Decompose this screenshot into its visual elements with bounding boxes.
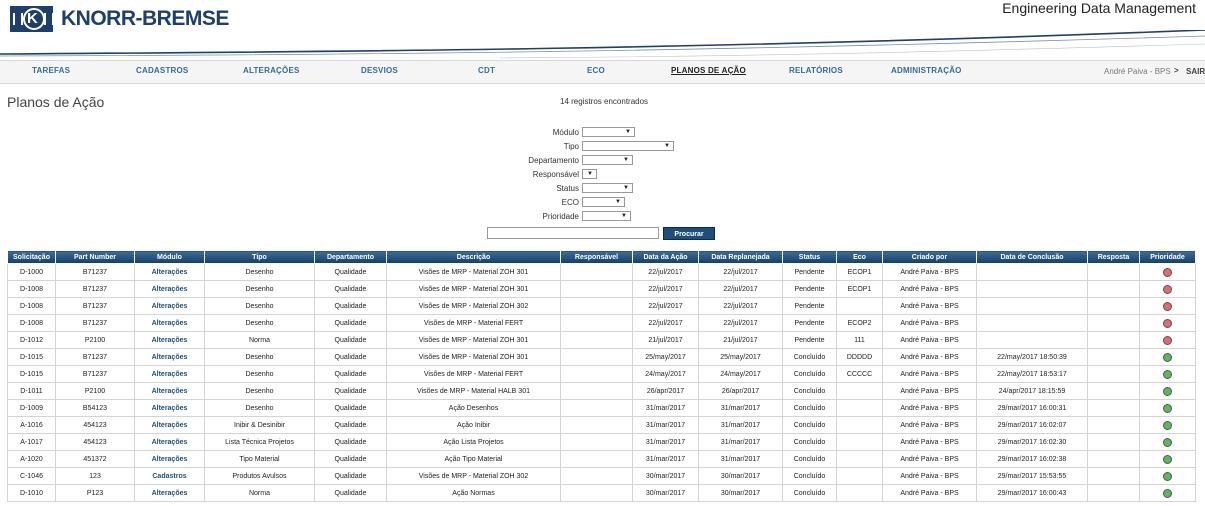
table-cell: Ação Tipo Material xyxy=(387,451,561,468)
logout-link[interactable]: SAIR xyxy=(1186,67,1205,76)
table-cell: Visões de MRP - Material FERT xyxy=(387,366,561,383)
table-cell: 30/mar/2017 xyxy=(633,485,699,502)
priority-green-icon xyxy=(1163,353,1172,362)
current-user: André Paiva - BPS xyxy=(1104,67,1171,76)
table-cell xyxy=(561,417,633,434)
priority-cell xyxy=(1140,434,1196,451)
column-header[interactable]: Módulo xyxy=(135,251,205,264)
table-header-row xyxy=(8,251,1196,264)
priority-green-icon xyxy=(1163,404,1172,413)
table-cell: Visões de MRP - Material ZOH 302 xyxy=(387,298,561,315)
table-cell: Concluído xyxy=(783,400,837,417)
module-link[interactable]: Alterações xyxy=(135,451,205,468)
table-cell: André Paiva - BPS xyxy=(883,281,977,298)
filter-label-departamento: Departamento xyxy=(528,156,579,165)
search-input[interactable] xyxy=(487,227,659,239)
nav-desvios[interactable]: DESVIOS xyxy=(361,66,398,75)
table-cell: 29/mar/2017 16:00:43 xyxy=(977,485,1088,502)
table-cell: Norma xyxy=(205,332,315,349)
priority-green-icon xyxy=(1163,387,1172,396)
table-cell: 454123 xyxy=(56,434,135,451)
table-cell: 29/mar/2017 16:02:38 xyxy=(977,451,1088,468)
table-cell: Concluído xyxy=(783,417,837,434)
table-cell: Desenho xyxy=(205,315,315,332)
table-cell: Desenho xyxy=(205,366,315,383)
table-cell xyxy=(977,264,1088,281)
filter-status-select[interactable] xyxy=(582,183,633,193)
table-cell: Produtos Avulsos xyxy=(205,468,315,485)
table-cell: 22/jul/2017 xyxy=(633,281,699,298)
filter-label-modulo: Módulo xyxy=(552,128,579,137)
priority-cell xyxy=(1140,366,1196,383)
table-cell: Qualidade xyxy=(315,451,387,468)
table-cell: Ação Inibir xyxy=(387,417,561,434)
column-header[interactable]: Solicitação xyxy=(8,251,56,264)
table-cell xyxy=(837,298,883,315)
priority-green-icon xyxy=(1163,438,1172,447)
table-cell xyxy=(977,298,1088,315)
filter-tipo-select[interactable] xyxy=(582,141,674,151)
table-cell: 31/mar/2017 xyxy=(633,451,699,468)
table-cell: 31/mar/2017 xyxy=(633,417,699,434)
nav-cdt[interactable]: CDT xyxy=(478,66,496,75)
table-cell: 22/may/2017 18:50:39 xyxy=(977,349,1088,366)
priority-cell xyxy=(1140,281,1196,298)
table-cell: André Paiva - BPS xyxy=(883,468,977,485)
dropdown-arrow-icon: ▼ xyxy=(621,213,627,219)
table-cell xyxy=(561,400,633,417)
table-cell: André Paiva - BPS xyxy=(883,315,977,332)
table-cell: Visões de MRP - Material FERT xyxy=(387,315,561,332)
table-cell: André Paiva - BPS xyxy=(883,485,977,502)
table-cell: 25/may/2017 xyxy=(633,349,699,366)
table-cell: André Paiva - BPS xyxy=(883,383,977,400)
table-cell xyxy=(561,434,633,451)
table-cell: Qualidade xyxy=(315,315,387,332)
table-cell xyxy=(837,434,883,451)
table-row[interactable] xyxy=(8,468,1196,485)
table-cell: Visões de MRP - Material ZOH 302 xyxy=(387,468,561,485)
table-cell xyxy=(1088,400,1140,417)
table-cell: Qualidade xyxy=(315,298,387,315)
nav-administracao[interactable]: ADMINISTRAÇÃO xyxy=(891,66,962,75)
app-title: Engineering Data Management xyxy=(1002,0,1196,16)
table-cell: Concluído xyxy=(783,434,837,451)
table-cell: Pendente xyxy=(783,298,837,315)
module-link[interactable]: Alterações xyxy=(135,366,205,383)
table-cell: Concluído xyxy=(783,468,837,485)
module-link[interactable]: Alterações xyxy=(135,434,205,451)
table-cell: 22/jul/2017 xyxy=(633,298,699,315)
table-cell xyxy=(1088,485,1140,502)
table-cell: 29/mar/2017 16:02:07 xyxy=(977,417,1088,434)
table-cell: Concluído xyxy=(783,349,837,366)
module-link[interactable]: Alterações xyxy=(135,315,205,332)
table-cell: D-1011 xyxy=(8,383,56,400)
table-cell xyxy=(837,400,883,417)
table-cell: B71237 xyxy=(56,264,135,281)
table-cell: Ação Lista Projetos xyxy=(387,434,561,451)
dropdown-arrow-icon: ▼ xyxy=(664,143,670,149)
table-cell: Qualidade xyxy=(315,434,387,451)
table-cell xyxy=(1088,417,1140,434)
table-cell: Inibir & Desinibir xyxy=(205,417,315,434)
table-cell: Ação Normas xyxy=(387,485,561,502)
table-cell: 454123 xyxy=(56,417,135,434)
table-cell: 22/jul/2017 xyxy=(699,315,783,332)
table-cell: André Paiva - BPS xyxy=(883,366,977,383)
table-cell: B71237 xyxy=(56,349,135,366)
table-cell: Desenho xyxy=(205,400,315,417)
table-cell: Visões de MRP - Material ZOH 301 xyxy=(387,264,561,281)
table-cell: 31/mar/2017 xyxy=(633,434,699,451)
table-cell xyxy=(837,468,883,485)
filter-responsavel-select[interactable] xyxy=(582,169,597,179)
table-cell xyxy=(1088,298,1140,315)
module-link[interactable]: Alterações xyxy=(135,332,205,349)
table-cell: Visões de MRP - Material HALB 301 xyxy=(387,383,561,400)
nav-alteracoes[interactable]: ALTERAÇÕES xyxy=(243,66,300,75)
priority-cell xyxy=(1140,468,1196,485)
table-cell: 22/jul/2017 xyxy=(633,264,699,281)
table-row[interactable] xyxy=(8,332,1196,349)
table-cell: Visões de MRP - Material ZOH 301 xyxy=(387,332,561,349)
priority-cell xyxy=(1140,349,1196,366)
table-cell: B71237 xyxy=(56,315,135,332)
column-header[interactable]: Responsável xyxy=(561,251,633,264)
table-cell: André Paiva - BPS xyxy=(883,349,977,366)
table-cell xyxy=(837,451,883,468)
table-cell: 31/mar/2017 xyxy=(699,434,783,451)
table-cell xyxy=(561,451,633,468)
column-header[interactable]: Data da Ação xyxy=(633,251,699,264)
table-cell: ECOP1 xyxy=(837,281,883,298)
priority-green-icon xyxy=(1163,472,1172,481)
table-cell: André Paiva - BPS xyxy=(883,417,977,434)
table-cell xyxy=(1088,332,1140,349)
dropdown-arrow-icon: ▼ xyxy=(623,185,629,191)
nav-eco[interactable]: ECO xyxy=(587,66,605,75)
table-cell: A-1020 xyxy=(8,451,56,468)
header-swoosh-decoration xyxy=(0,30,1205,60)
nav-cadastros[interactable]: CADASTROS xyxy=(136,66,189,75)
table-cell: Concluído xyxy=(783,451,837,468)
table-cell: André Paiva - BPS xyxy=(883,400,977,417)
table-cell: Qualidade xyxy=(315,485,387,502)
table-cell: D-1008 xyxy=(8,298,56,315)
table-cell: 29/mar/2017 16:02:30 xyxy=(977,434,1088,451)
table-cell: P123 xyxy=(56,485,135,502)
table-row[interactable] xyxy=(8,281,1196,298)
table-cell: B54123 xyxy=(56,400,135,417)
module-link[interactable]: Alterações xyxy=(135,417,205,434)
column-header[interactable]: Status xyxy=(783,251,837,264)
priority-cell xyxy=(1140,264,1196,281)
filter-label-tipo: Tipo xyxy=(563,142,579,151)
table-cell: DDDDD xyxy=(837,349,883,366)
table-cell: Concluído xyxy=(783,366,837,383)
table-cell: 24/may/2017 xyxy=(633,366,699,383)
table-cell: 31/mar/2017 xyxy=(699,451,783,468)
table-cell: Visões de MRP - Material ZOH 301 xyxy=(387,349,561,366)
table-cell: D-1010 xyxy=(8,485,56,502)
priority-cell xyxy=(1140,298,1196,315)
table-cell xyxy=(977,281,1088,298)
table-cell: Qualidade xyxy=(315,349,387,366)
table-cell: 31/mar/2017 xyxy=(699,400,783,417)
page-title: Planos de Ação xyxy=(7,94,105,110)
priority-green-icon xyxy=(1163,455,1172,464)
table-cell xyxy=(561,366,633,383)
priority-cell xyxy=(1140,417,1196,434)
table-cell: 22/may/2017 18:53:17 xyxy=(977,366,1088,383)
table-cell: Pendente xyxy=(783,264,837,281)
table-cell xyxy=(1088,366,1140,383)
table-cell: Concluído xyxy=(783,383,837,400)
brand-name: KNORR-BREMSE xyxy=(61,7,229,30)
table-row[interactable] xyxy=(8,366,1196,383)
table-cell: D-1012 xyxy=(8,332,56,349)
table-cell xyxy=(1088,264,1140,281)
table-cell xyxy=(1088,451,1140,468)
table-cell xyxy=(561,332,633,349)
module-link[interactable]: Cadastros xyxy=(135,468,205,485)
table-cell: ECOP1 xyxy=(837,264,883,281)
table-cell xyxy=(1088,383,1140,400)
module-link[interactable]: Alterações xyxy=(135,349,205,366)
priority-cell xyxy=(1140,485,1196,502)
dropdown-arrow-icon: ▼ xyxy=(587,171,593,177)
table-cell xyxy=(1088,468,1140,485)
filter-label-prioridade: Prioridade xyxy=(542,212,579,221)
table-cell: Qualidade xyxy=(315,281,387,298)
table-cell: Desenho xyxy=(205,383,315,400)
nav-tarefas[interactable]: TAREFAS xyxy=(32,66,71,75)
table-cell: Tipo Material xyxy=(205,451,315,468)
table-cell: D-1000 xyxy=(8,264,56,281)
table-cell: 30/mar/2017 xyxy=(699,468,783,485)
table-cell xyxy=(977,332,1088,349)
nav-relatorios[interactable]: RELATÓRIOS xyxy=(789,66,843,75)
table-cell xyxy=(1088,315,1140,332)
table-cell: D-1015 xyxy=(8,349,56,366)
column-header[interactable]: Departamento xyxy=(315,251,387,264)
table-cell xyxy=(561,485,633,502)
priority-cell xyxy=(1140,315,1196,332)
table-cell: Pendente xyxy=(783,281,837,298)
table-cell xyxy=(561,264,633,281)
table-row[interactable] xyxy=(8,298,1196,315)
dropdown-arrow-icon: ▼ xyxy=(625,129,631,135)
table-cell: Qualidade xyxy=(315,383,387,400)
table-cell: D-1009 xyxy=(8,400,56,417)
priority-red-icon xyxy=(1163,319,1172,328)
table-cell: D-1008 xyxy=(8,281,56,298)
table-cell: André Paiva - BPS xyxy=(883,298,977,315)
table-cell: 451372 xyxy=(56,451,135,468)
table-cell xyxy=(561,298,633,315)
priority-green-icon xyxy=(1163,489,1172,498)
priority-red-icon xyxy=(1163,302,1172,311)
table-cell: 31/mar/2017 xyxy=(699,417,783,434)
table-cell xyxy=(1088,281,1140,298)
table-cell: Pendente xyxy=(783,315,837,332)
priority-green-icon xyxy=(1163,421,1172,430)
table-cell: 29/mar/2017 16:00:31 xyxy=(977,400,1088,417)
table-cell: Concluído xyxy=(783,485,837,502)
table-cell xyxy=(837,485,883,502)
table-cell xyxy=(561,281,633,298)
table-cell: André Paiva - BPS xyxy=(883,264,977,281)
table-cell: 123 xyxy=(56,468,135,485)
table-cell: Desenho xyxy=(205,281,315,298)
column-header[interactable]: Tipo xyxy=(205,251,315,264)
filter-prioridade-select[interactable] xyxy=(582,211,631,221)
table-row[interactable] xyxy=(8,349,1196,366)
table-cell: Qualidade xyxy=(315,332,387,349)
filter-eco-select[interactable] xyxy=(582,197,625,207)
module-link[interactable]: Alterações xyxy=(135,485,205,502)
table-cell: D-1015 xyxy=(8,366,56,383)
module-link[interactable]: Alterações xyxy=(135,264,205,281)
table-cell: P2100 xyxy=(56,383,135,400)
filter-label-eco: ECO xyxy=(561,198,579,207)
table-cell: Qualidade xyxy=(315,468,387,485)
table-cell: A-1016 xyxy=(8,417,56,434)
table-cell: P2100 xyxy=(56,332,135,349)
knorr-bremse-logo-icon: K xyxy=(10,6,53,32)
module-link[interactable]: Alterações xyxy=(135,400,205,417)
priority-green-icon xyxy=(1163,370,1172,379)
table-cell: Desenho xyxy=(205,264,315,281)
table-cell xyxy=(561,315,633,332)
dropdown-arrow-icon: ▼ xyxy=(623,157,629,163)
table-cell: Qualidade xyxy=(315,400,387,417)
column-header[interactable]: Criado por xyxy=(883,251,977,264)
table-cell xyxy=(837,417,883,434)
priority-cell xyxy=(1140,400,1196,417)
module-link[interactable]: Alterações xyxy=(135,281,205,298)
table-cell: CCCCC xyxy=(837,366,883,383)
table-cell: Pendente xyxy=(783,332,837,349)
table-cell: Norma xyxy=(205,485,315,502)
table-cell: C-1046 xyxy=(8,468,56,485)
table-cell: A-1017 xyxy=(8,434,56,451)
record-count: 14 registros encontrados xyxy=(560,97,649,106)
table-cell: 30/mar/2017 xyxy=(699,485,783,502)
brand-logo[interactable] xyxy=(10,6,229,32)
column-header[interactable]: Eco xyxy=(837,251,883,264)
table-row[interactable] xyxy=(8,264,1196,281)
table-cell: André Paiva - BPS xyxy=(883,332,977,349)
table-cell: 30/mar/2017 xyxy=(633,468,699,485)
table-cell: 31/mar/2017 xyxy=(633,400,699,417)
table-cell: 22/jul/2017 xyxy=(699,264,783,281)
table-row[interactable] xyxy=(8,485,1196,502)
table-cell: B71237 xyxy=(56,366,135,383)
table-cell xyxy=(561,349,633,366)
column-header[interactable]: Data de Conclusão xyxy=(977,251,1088,264)
table-row[interactable] xyxy=(8,417,1196,434)
table-cell xyxy=(561,383,633,400)
table-cell: Desenho xyxy=(205,349,315,366)
table-row[interactable] xyxy=(8,400,1196,417)
table-cell: 111 xyxy=(837,332,883,349)
table-cell: 24/may/2017 xyxy=(699,366,783,383)
table-row[interactable] xyxy=(8,315,1196,332)
action-plans-table xyxy=(7,250,1196,502)
nav-separator: > xyxy=(1174,66,1179,75)
table-cell: 22/jul/2017 xyxy=(633,315,699,332)
table-cell: 26/apr/2017 xyxy=(699,383,783,400)
table-cell: 25/may/2017 xyxy=(699,349,783,366)
search-button[interactable]: Procurar xyxy=(663,227,715,240)
table-cell: 26/apr/2017 xyxy=(633,383,699,400)
table-cell: André Paiva - BPS xyxy=(883,451,977,468)
table-row[interactable] xyxy=(8,383,1196,400)
table-cell: Qualidade xyxy=(315,366,387,383)
table-cell: Desenho xyxy=(205,298,315,315)
priority-cell xyxy=(1140,451,1196,468)
priority-red-icon xyxy=(1163,336,1172,345)
table-cell: Ação Desenhos xyxy=(387,400,561,417)
table-cell: 29/mar/2017 15:53:55 xyxy=(977,468,1088,485)
column-header[interactable]: Prioridade xyxy=(1140,251,1196,264)
table-cell: ECOP2 xyxy=(837,315,883,332)
priority-red-icon xyxy=(1163,285,1172,294)
column-header[interactable]: Part Number xyxy=(56,251,135,264)
table-cell: André Paiva - BPS xyxy=(883,434,977,451)
table-cell: Qualidade xyxy=(315,417,387,434)
table-cell xyxy=(837,383,883,400)
table-row[interactable] xyxy=(8,451,1196,468)
filter-departamento-select[interactable] xyxy=(582,155,633,165)
column-header[interactable]: Resposta xyxy=(1088,251,1140,264)
table-cell xyxy=(1088,349,1140,366)
filter-label-status: Status xyxy=(556,184,579,193)
table-cell: 22/jul/2017 xyxy=(699,281,783,298)
filter-label-responsavel: Responsável xyxy=(532,170,579,179)
main-nav xyxy=(0,60,1205,84)
priority-cell xyxy=(1140,332,1196,349)
table-cell xyxy=(561,468,633,485)
table-cell: Lista Técnica Projetos xyxy=(205,434,315,451)
module-link[interactable]: Alterações xyxy=(135,383,205,400)
nav-planos-de-acao[interactable]: PLANOS DE AÇÃO xyxy=(671,66,746,75)
table-cell xyxy=(977,315,1088,332)
table-cell: D-1008 xyxy=(8,315,56,332)
column-header[interactable]: Data Replanejada xyxy=(699,251,783,264)
app-header xyxy=(0,0,1205,60)
table-cell: B71237 xyxy=(56,298,135,315)
table-cell: 22/jul/2017 xyxy=(699,298,783,315)
module-link[interactable]: Alterações xyxy=(135,298,205,315)
table-cell: 21/jul/2017 xyxy=(699,332,783,349)
priority-cell xyxy=(1140,383,1196,400)
table-row[interactable] xyxy=(8,434,1196,451)
filter-modulo-select[interactable] xyxy=(582,127,635,137)
table-cell: 21/jul/2017 xyxy=(633,332,699,349)
column-header[interactable]: Descrição xyxy=(387,251,561,264)
table-cell: B71237 xyxy=(56,281,135,298)
table-cell: Visões de MRP - Material ZOH 301 xyxy=(387,281,561,298)
table-cell: 24/apr/2017 18:15:59 xyxy=(977,383,1088,400)
table-cell xyxy=(1088,434,1140,451)
table-cell: Qualidade xyxy=(315,264,387,281)
dropdown-arrow-icon: ▼ xyxy=(615,199,621,205)
priority-red-icon xyxy=(1163,268,1172,277)
